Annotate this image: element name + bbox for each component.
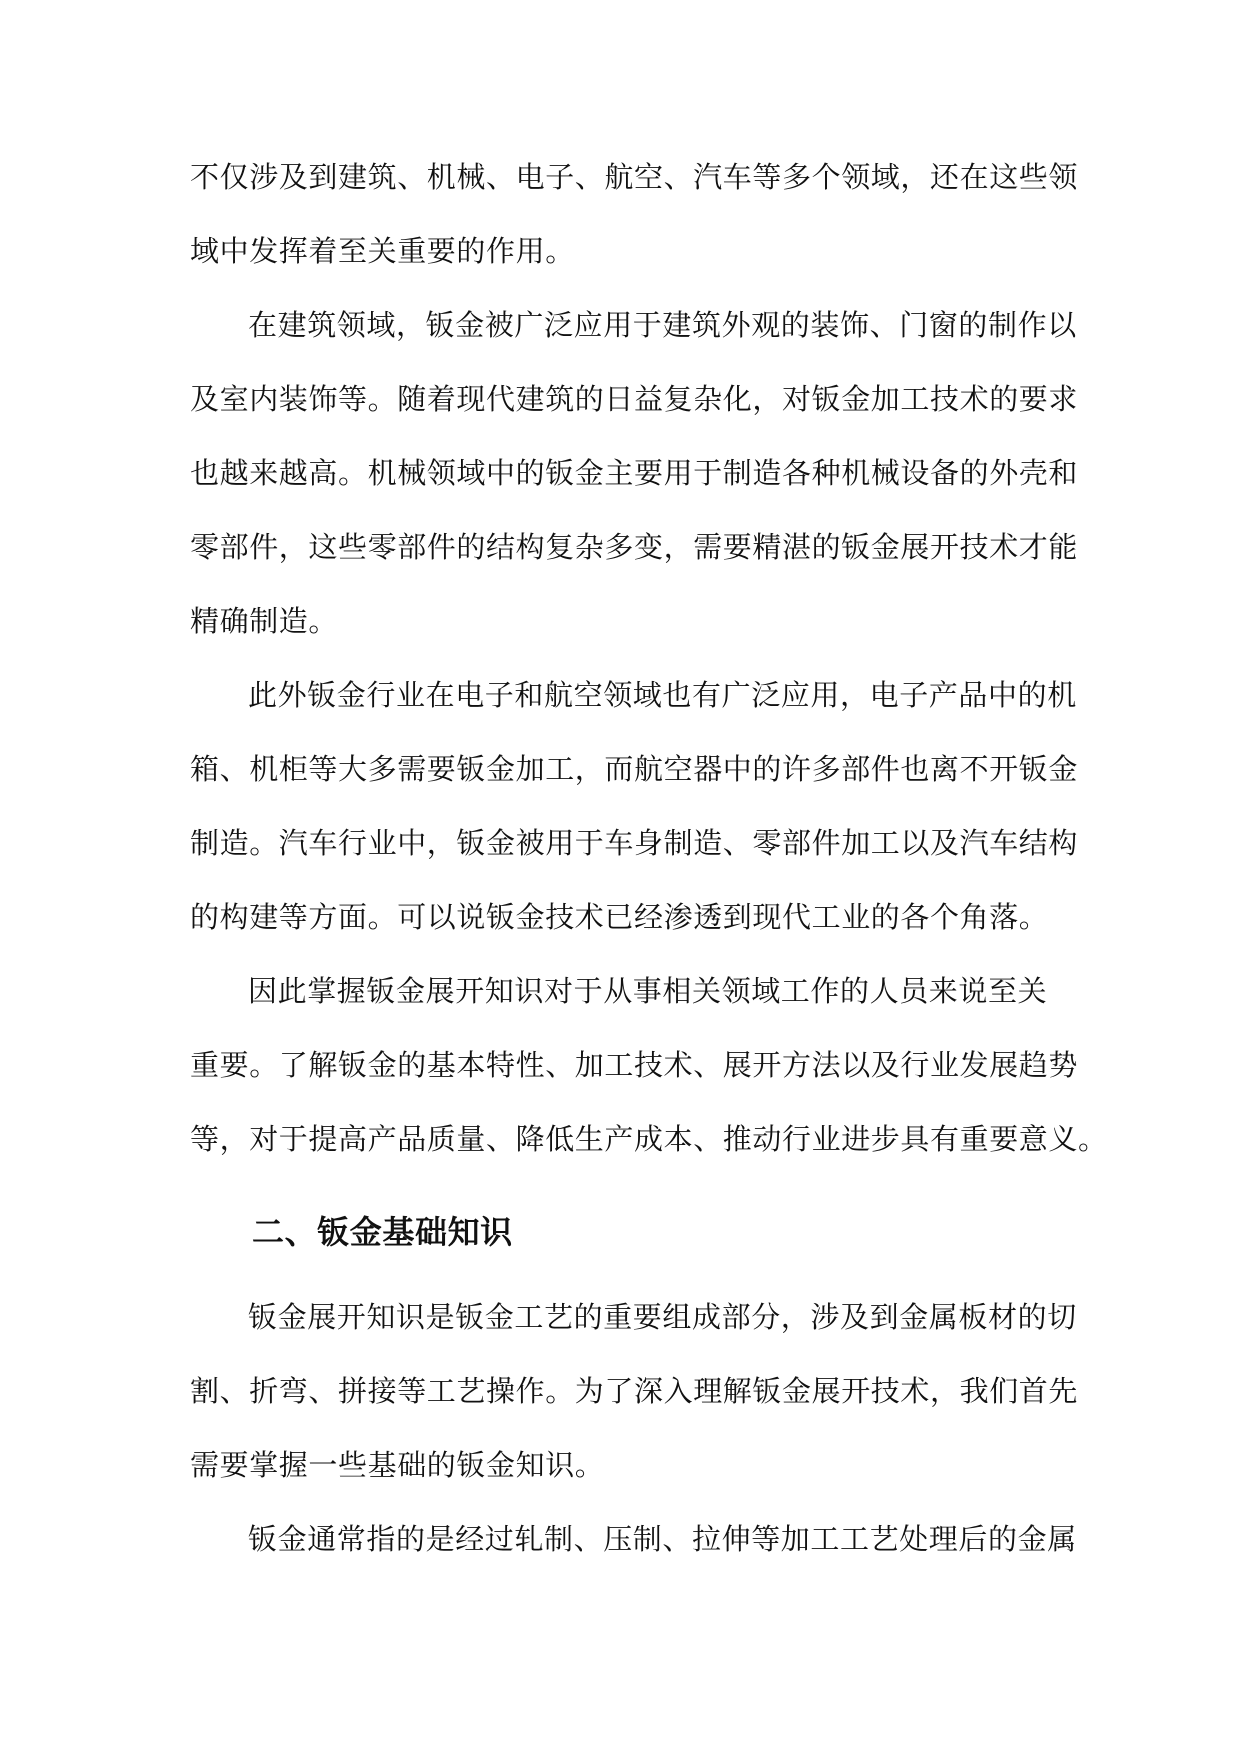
text-line: 重要。了解钣金的基本特性、加工技术、展开方法以及行业发展趋势 (190, 1048, 1079, 1082)
text-line: 及室内装饰等。随着现代建筑的日益复杂化，对钣金加工技术的要求 (190, 382, 1079, 416)
text-line: 此外钣金行业在电子和航空领域也有广泛应用，电子产品中的机 (248, 678, 1077, 712)
text-line: 钣金通常指的是经过轧制、压制、拉伸等加工工艺处理后的金属 (248, 1522, 1077, 1556)
text-line: 因此掌握钣金展开知识对于从事相关领域工作的人员来说至关 (248, 974, 1048, 1008)
text-line: 精确制造。 (190, 604, 339, 638)
text-line: 割、折弯、拼接等工艺操作。为了深入理解钣金展开技术，我们首先 (190, 1374, 1079, 1408)
section-heading: 二、钣金基础知识 (252, 1213, 513, 1251)
text-line: 需要掌握一些基础的钣金知识。 (190, 1448, 605, 1482)
text-line: 零部件，这些零部件的结构复杂多变，需要精湛的钣金展开技术才能 (190, 530, 1079, 564)
paragraph-importance (190, 954, 1108, 1176)
document-body (190, 140, 1108, 1576)
text-line: 也越来越高。机械领域中的钣金主要用于制造各种机械设备的外壳和 (190, 456, 1079, 490)
paragraph-electronics (190, 658, 1079, 954)
paragraph-definition (190, 1502, 1077, 1576)
text-line: 在建筑领域，钣金被广泛应用于建筑外观的装饰、门窗的制作以 (248, 308, 1077, 342)
text-line: 域中发挥着至关重要的作用。 (190, 234, 575, 268)
text-line: 箱、机柜等大多需要钣金加工，而航空器中的许多部件也离不开钣金 (190, 752, 1079, 786)
text-line: 的构建等方面。可以说钣金技术已经渗透到现代工业的各个角落。 (190, 900, 1049, 934)
text-line: 不仅涉及到建筑、机械、电子、航空、汽车等多个领域，还在这些领 (190, 160, 1079, 194)
text-line: 制造。汽车行业中，钣金被用于车身制造、零部件加工以及汽车结构 (190, 826, 1079, 860)
paragraph-basics (190, 1280, 1079, 1502)
paragraph-construction (190, 288, 1079, 658)
text-line: 等，对于提高产品质量、降低生产成本、推动行业进步具有重要意义。 (190, 1122, 1108, 1156)
intro-paragraph (190, 140, 1079, 288)
text-line: 钣金展开知识是钣金工艺的重要组成部分，涉及到金属板材的切 (248, 1300, 1077, 1334)
